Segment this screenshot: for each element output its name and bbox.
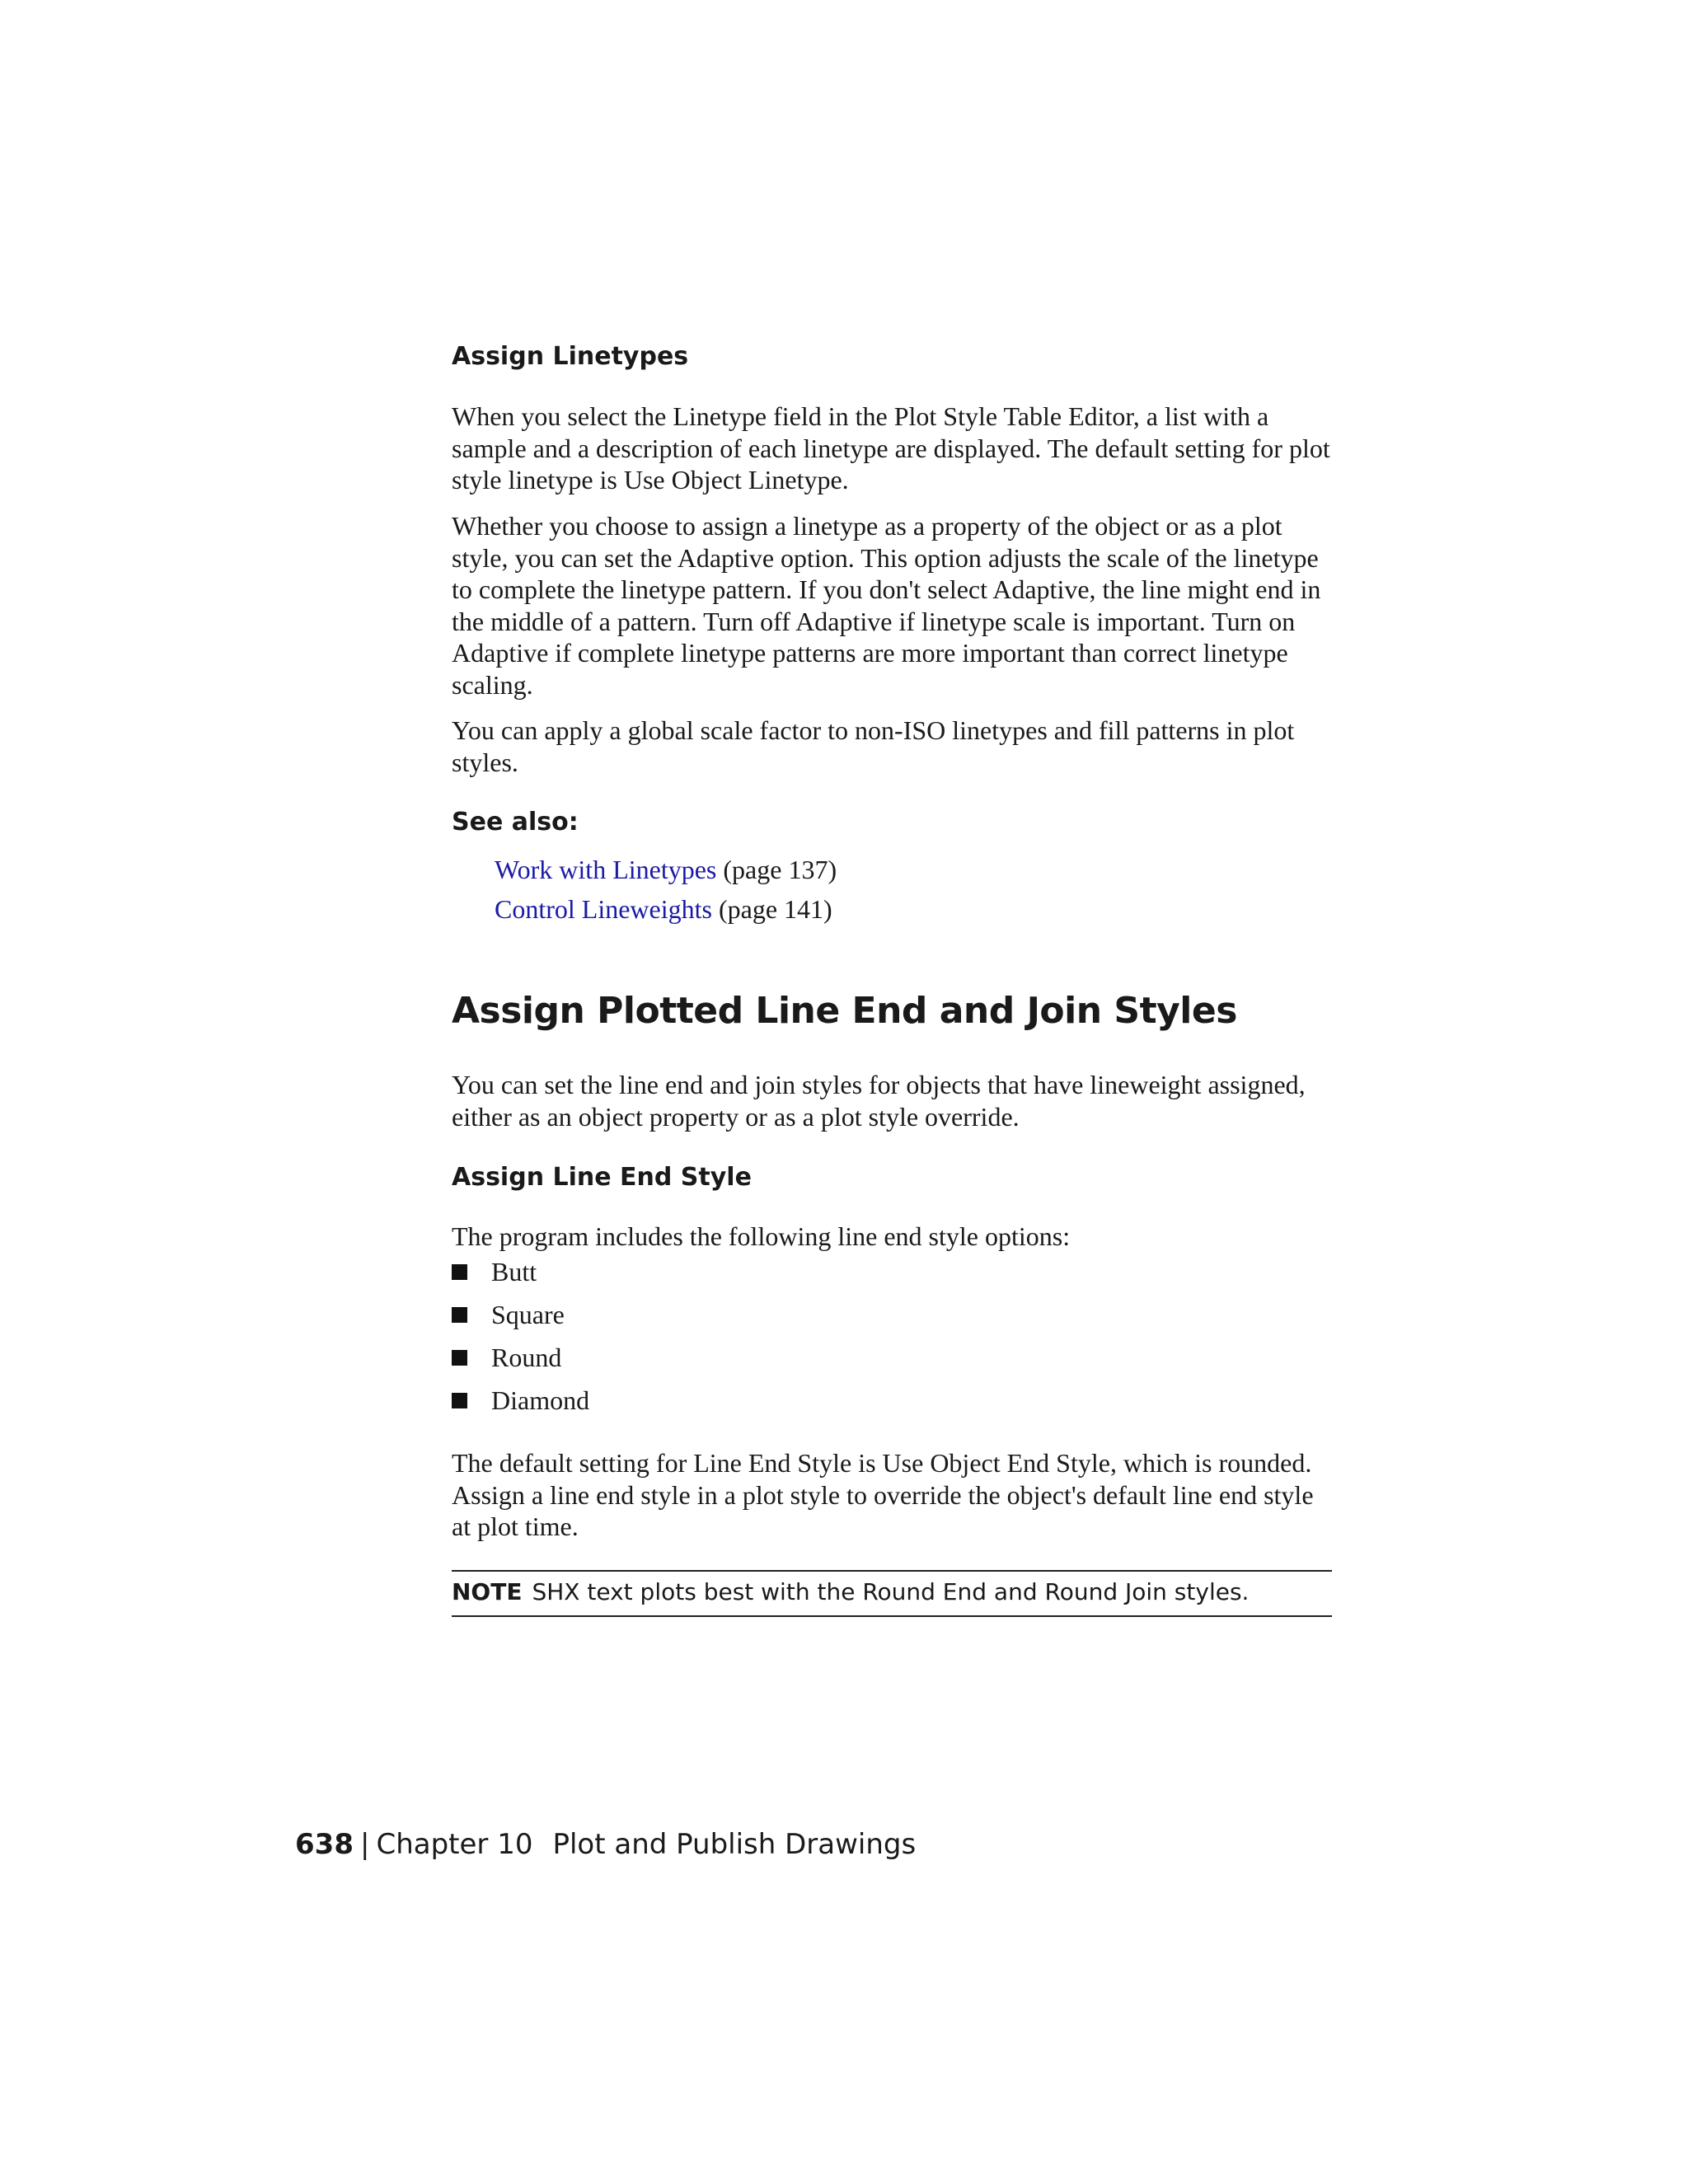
list-item: [452, 1341, 561, 1374]
section-heading-assign-linetypes: Assign Linetypes: [452, 342, 689, 371]
option-label: Butt: [491, 1256, 537, 1286]
bullet-square-icon: [452, 1350, 467, 1366]
bullet-square-icon: [452, 1264, 467, 1280]
link-control-lineweights[interactable]: Control Lineweights: [495, 894, 712, 924]
paragraph-adaptive-option: Whether you choose to assign a linetype as a property of the object or as a plot style, you can set the Adaptive option. This option adjusts the scale of the linetype to complete the linetype pattern. If you don't select Adaptive, the line might end in the middle of a pattern. Turn off Adaptive if linetype scale is important. Turn on Adaptive if complete linetype patterns are more important than correct linetype scaling.: [452, 511, 1321, 700]
see-also-label: See also:: [452, 808, 579, 837]
paragraph-default-end-style: The default setting for Line End Style is Use Object End Style, which is rounded. Assign a line end style in a plot style to override the object's default line end style at plot time.: [452, 1448, 1314, 1541]
page-reference: (page 137): [723, 855, 837, 884]
bullet-square-icon: [452, 1393, 467, 1408]
list-item: [452, 1255, 537, 1288]
link-work-with-linetypes[interactable]: Work with Linetypes: [495, 855, 717, 884]
see-also-item: [495, 854, 837, 886]
list-item: [452, 1298, 565, 1331]
option-label: Square: [491, 1299, 565, 1329]
paragraph-linetype-field: When you select the Linetype field in the Plot Style Table Editor, a list with a sample and a description of each linetype are displayed. The default setting for plot style linetype is Use Object Linetype.: [452, 401, 1330, 494]
note-label: NOTE: [452, 1578, 523, 1605]
paragraph-global-scale: You can apply a global scale factor to non-ISO linetypes and fill patterns in plot styles.: [452, 715, 1295, 777]
footer-separator: |: [359, 1828, 370, 1861]
paragraph-list-intro: The program includes the following line end style options:: [452, 1221, 1071, 1251]
section-heading-line-end-join: Assign Plotted Line End and Join Styles: [452, 990, 1237, 1032]
note-text: SHX text plots best with the Round End and Round Join styles.: [532, 1578, 1250, 1605]
page-number: 638: [295, 1828, 354, 1861]
chapter-title: Plot and Publish Drawings: [552, 1828, 917, 1861]
option-label: Diamond: [491, 1385, 590, 1415]
option-label: Round: [491, 1342, 562, 1372]
subheading-line-end-style: Assign Line End Style: [452, 1163, 752, 1192]
note-bottom-rule: [452, 1615, 1332, 1617]
note-box: [452, 1576, 1332, 1609]
note-top-rule: [452, 1570, 1332, 1572]
see-also-item: [495, 893, 832, 926]
page-footer: [295, 1826, 916, 1863]
page-reference: (page 141): [718, 894, 832, 924]
paragraph-line-end-intro: You can set the line end and join styles for objects that have lineweight assigned, either as an object property or as a plot style override.: [452, 1070, 1306, 1132]
bullet-square-icon: [452, 1307, 467, 1323]
chapter-label: Chapter 10: [376, 1828, 533, 1861]
list-item: [452, 1384, 589, 1417]
